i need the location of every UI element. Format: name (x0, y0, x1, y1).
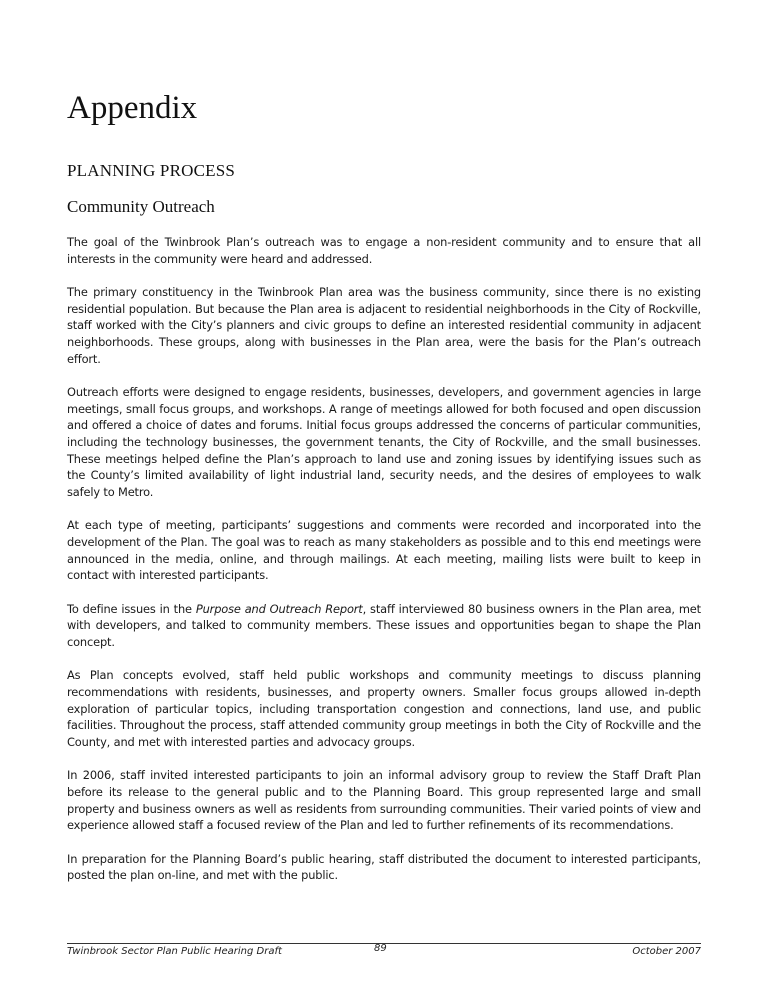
paragraph-define-issues-rest: , staff interviewed 80 business owners in the Plan area, met with developers, and talked to community members. These issues and opportunities began to shape the Plan concept. (67, 601, 701, 649)
footer-document-title: Twinbrook Sector Plan Public Hearing Draft (67, 946, 282, 957)
page-title: Appendix (67, 90, 198, 126)
paragraph-outreach-efforts: Outreach efforts were designed to engage residents, businesses, developers, and government agencies in large meetings, small focus groups, and workshops. A range of meetings allowed for both focused and open discussion and offered a choice of dates and forums. Initial focus groups addressed the concerns of particular communities, including the technology businesses, the government tenants, the City of Rockville, and the small businesses. These meetings helped define the Plan’s approach to land use and zoning issues by identifying issues such as the County’s limited availability of light industrial land, security needs, and the desires of employees to walk safely to Metro. (67, 385, 701, 499)
document-page (67, 0, 701, 994)
paragraph-define-issues (67, 601, 701, 651)
paragraph-constituency: The primary constituency in the Twinbrook Plan area was the business community, since there is no existing residential population. But because the Plan area is adjacent to residential neighborhoods in the City of Rockville, staff worked with the City’s planners and civic groups to define an interested residential community in adjacent neighborhoods. These groups, along with businesses in the Plan area, were the basis for the Plan’s outreach effort. (67, 285, 701, 366)
report-title-emphasis: Purpose and Outreach Report (195, 601, 363, 616)
paragraph-public-hearing: In preparation for the Planning Board’s public hearing, staff distributed the document to interested participants, posted the plan on-line, and met with the public. (67, 851, 701, 883)
page-number: 89 (374, 943, 387, 954)
paragraph-goal: The goal of the Twinbrook Plan’s outreach was to engage a non-resident community and to ensure that all interests in the community were heard and addressed. (67, 235, 701, 266)
page-footer (67, 945, 701, 961)
paragraph-advisory-group: In 2006, staff invited interested participants to join an informal advisory group to review the Staff Draft Plan before its release to the general public and to the Planning Board. This group represented large and small property and business owners as well as residents from surrounding communities. Their varied points of view and experience allowed staff a focused review of the Plan and led to further refinements of its recommendations. (67, 768, 701, 833)
footer-date: October 2007 (632, 946, 701, 957)
subsection-heading: Community Outreach (67, 197, 215, 216)
paragraph-plan-concepts: As Plan concepts evolved, staff held public workshops and community meetings to discuss planning recommendations with residents, businesses, and property owners. Smaller focus groups allowed in-depth exploration of particular topics, including transportation congestion and connections, land use, and public facilities. Throughout the process, staff attended community group meetings in both the City of Rockville and the County, and met with interested parties and advocacy groups. (67, 668, 701, 749)
body-text (67, 234, 701, 901)
section-heading: PLANNING PROCESS (67, 161, 236, 180)
paragraph-meetings: At each type of meeting, participants’ suggestions and comments were recorded and incorporated into the development of the Plan. The goal was to reach as many stakeholders as possible and to this end meetings were announced in the media, online, and through mailings. At each meeting, mailing lists were built to keep in contact with interested participants. (67, 518, 701, 583)
paragraph-define-issues-lead: To define issues in the (67, 601, 196, 616)
